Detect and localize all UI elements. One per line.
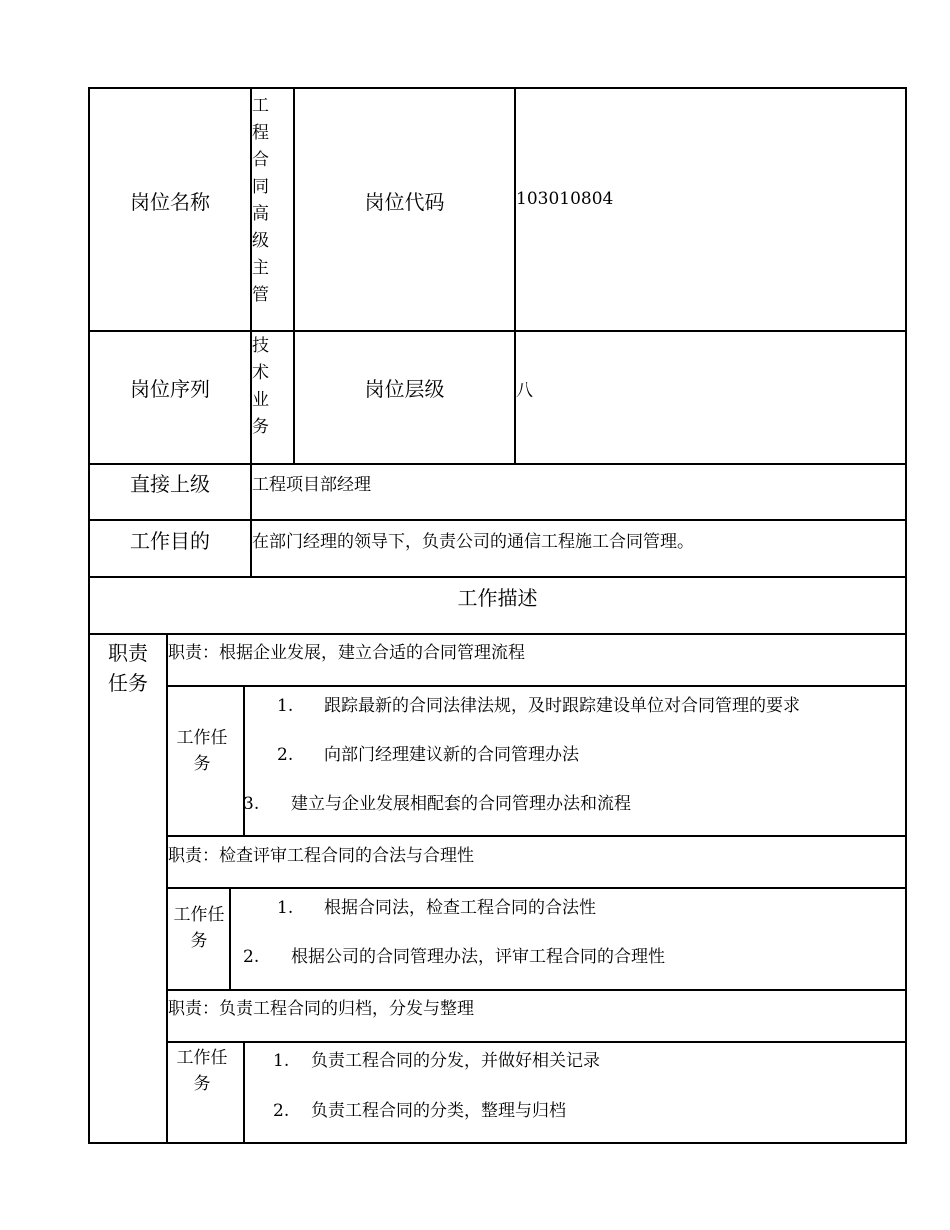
task-item [273,1046,600,1071]
position-code-label: 岗位代码 [364,190,445,214]
position-series-char: 技 [252,336,269,356]
task-number: 2. [243,947,260,967]
task-label-line: 工作任 [173,905,225,925]
position-series-label: 岗位序列 [130,377,210,401]
duty-title: 职责：检查评审工程合同的合法与合理性 [168,846,474,866]
task-item [277,691,800,716]
position-name-char: 工 [252,96,269,116]
position-name-value [252,93,272,309]
task-label-line: 务 [193,1074,211,1094]
position-code-value: 103010804 [516,189,614,209]
duties-label [90,638,166,698]
task-number: 1. [277,898,294,918]
position-series-char: 术 [252,363,269,383]
task-item [277,740,579,765]
position-name-char: 程 [252,123,269,143]
task-label-line: 工作任 [176,1048,228,1068]
task-number: 1. [273,1051,290,1071]
task-item [243,789,631,814]
duties-label-line: 职责 [108,641,148,665]
supervisor-label: 直接上级 [130,472,210,496]
duties-label-line: 任务 [108,671,148,695]
supervisor-value: 工程项目部经理 [252,475,371,495]
description-title: 工作描述 [457,586,538,610]
task-text: 建立与企业发展相配套的合同管理办法和流程 [291,794,631,814]
purpose-label: 工作目的 [130,529,210,553]
task-number: 2. [277,745,294,765]
task-label-line: 务 [190,931,208,951]
task-label-line: 工作任 [176,728,228,748]
task-text: 根据公司的合同管理办法，评审工程合同的合理性 [291,947,665,967]
position-series-char: 业 [252,390,269,410]
task-item [277,893,596,918]
task-label [167,1045,237,1097]
position-name-char: 合 [252,150,269,170]
task-number: 3. [243,794,260,814]
position-name-char: 高 [252,204,269,224]
position-level-label: 岗位层级 [364,377,445,401]
position-name-label: 岗位名称 [130,190,210,214]
position-name-char: 同 [252,177,269,197]
purpose-value: 在部门经理的领导下，负责公司的通信工程施工合同管理。 [252,532,694,552]
position-series-char: 务 [252,417,269,437]
task-item [243,942,665,967]
position-name-char: 级 [252,231,269,251]
task-text: 根据合同法，检查工程合同的合法性 [324,898,596,918]
duty-title: 职责：负责工程合同的归档，分发与整理 [168,999,474,1019]
task-label [167,725,237,777]
task-number: 2. [273,1101,290,1121]
position-series-value [252,333,272,441]
position-name-char: 主 [252,258,269,278]
task-label [167,902,231,954]
task-label-line: 务 [193,754,211,774]
task-text: 负责工程合同的分类，整理与归档 [311,1101,566,1121]
duty-title: 职责：根据企业发展，建立合适的合同管理流程 [168,643,525,663]
task-text: 向部门经理建议新的合同管理办法 [324,745,579,765]
task-text: 跟踪最新的合同法律法规，及时跟踪建设单位对合同管理的要求 [324,696,800,716]
position-name-char: 管 [252,285,269,305]
task-number: 1. [277,696,294,716]
task-text: 负责工程合同的分发，并做好相关记录 [311,1051,600,1071]
position-level-value: 八 [516,381,533,401]
task-item [273,1096,566,1121]
